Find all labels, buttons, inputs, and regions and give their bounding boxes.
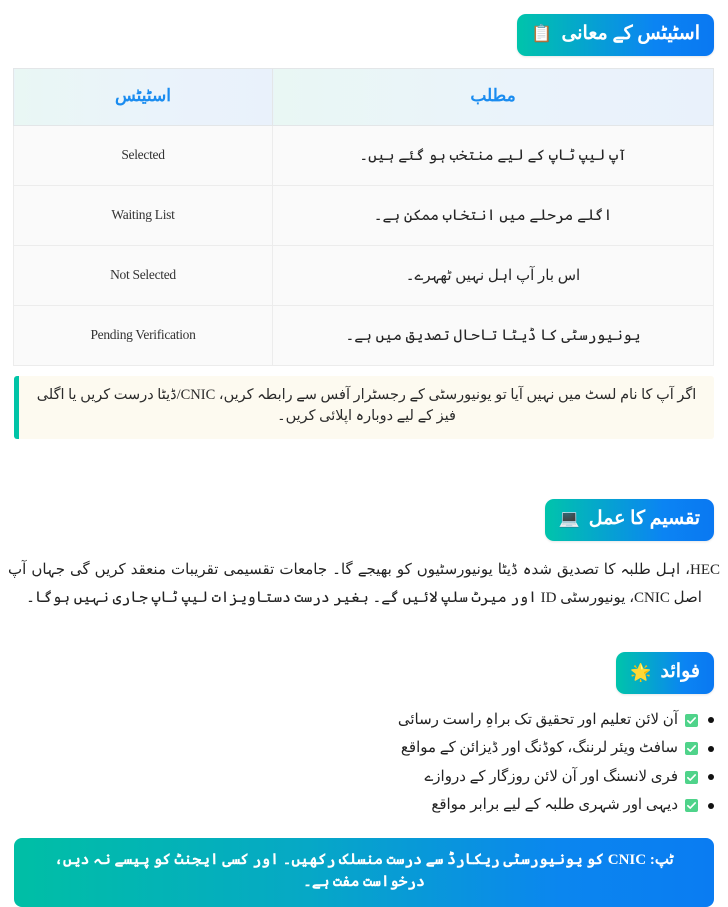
status-note-callout: اگر آپ کا نام لسٹ میں نہیں آیا تو یونیورسٹی کے رجسٹرار آفس سے رابطہ کریں، CNIC/ڈیٹا درست کریں یا اگلی فیز کے لیے دوبارہ اپلائی کریں۔ (14, 376, 714, 440)
table-header (14, 68, 714, 125)
status-meanings-badge-row (0, 0, 728, 56)
section-badge-label-distribution-process: تقسیم کا عمل (588, 508, 700, 530)
note-container (0, 376, 728, 440)
green-check-icon (685, 799, 698, 812)
bullet-dot-icon (708, 717, 714, 723)
table-body (14, 125, 714, 365)
status-table-container (0, 68, 728, 366)
benefits-list (14, 706, 714, 820)
list-item (14, 763, 714, 792)
list-item (14, 734, 714, 763)
cell-meaning: اگلے مرحلے میں انتخاب ممکن ہے۔ (273, 185, 714, 245)
distribution-process-paragraph: HEC، اہل طلبہ کا تصدیق شدہ ڈیٹا یونیورسٹیوں کو بھیجے گا۔ جامعات تقسیمی تقریبات منعقد کریں گی جہاں آپ اصل CNIC، یونیورسٹی ID اور میرٹ سلپ لائیں گے۔ بغیر درست دستاویزات لیپ ٹاپ جاری نہیں ہوگا۔ (8, 561, 720, 606)
cell-status: Selected (14, 125, 273, 185)
benefit-text: فری لانسنگ اور آن لائن روزگار کے دروازے (424, 768, 678, 785)
table-row (14, 245, 714, 305)
table-row (14, 125, 714, 185)
laptop-icon: 💻 (558, 509, 580, 529)
cell-status: Pending Verification (14, 305, 273, 365)
section-badge-label-status-meanings: اسٹیٹس کے معانی (561, 23, 700, 44)
bullet-dot-icon (708, 803, 714, 809)
distribution-paragraph-container (0, 557, 728, 613)
tip-banner-container (0, 838, 728, 907)
sparkle-icon: 🌟 (630, 662, 652, 682)
green-check-icon (685, 771, 698, 784)
list-item (14, 791, 714, 820)
cell-status: Not Selected (14, 245, 273, 305)
section-badge-status-meanings (517, 14, 714, 56)
list-item (14, 706, 714, 735)
column-header-status: اسٹیٹس (14, 68, 273, 125)
green-check-icon (685, 714, 698, 727)
cell-status: Waiting List (14, 185, 273, 245)
cell-meaning: یونیورسٹی کا ڈیٹا تاحال تصدیق میں ہے۔ (273, 305, 714, 365)
table-row (14, 185, 714, 245)
table-row (14, 305, 714, 365)
clipboard-icon: 📋 (531, 24, 553, 44)
section-badge-benefits (616, 652, 714, 694)
benefits-badge-row (0, 648, 728, 694)
bullet-dot-icon (708, 774, 714, 780)
column-header-meaning: مطلب (273, 68, 714, 125)
cell-meaning: آپ لیپ ٹاپ کے لیے منتخب ہو گئے ہیں۔ (273, 125, 714, 185)
benefits-list-container (0, 706, 728, 820)
green-check-icon (685, 742, 698, 755)
benefit-text: سافٹ ویئر لرننگ، کوڈنگ اور ڈیزائن کے مواقع (400, 740, 678, 757)
distribution-badge-row (0, 495, 728, 541)
cell-meaning: اس بار آپ اہل نہیں ٹھہرے۔ (273, 245, 714, 305)
status-meanings-table (13, 68, 714, 366)
tip-banner: ٹپ: CNIC کو یونیورسٹی ریکارڈ سے درست منسلک رکھیں۔ اور کسی ایجنٹ کو پیسے نہ دیں، درخواست مفت ہے۔ (14, 838, 714, 907)
section-badge-distribution-process (545, 499, 714, 541)
section-badge-label-benefits: فوائد (660, 661, 700, 683)
benefit-text: آن لائن تعلیم اور تحقیق تک براہِ راست رسائی (397, 711, 678, 728)
benefit-text: دیہی اور شہری طلبہ کے لیے برابر مواقع (431, 797, 678, 814)
table-header-row (14, 68, 714, 125)
